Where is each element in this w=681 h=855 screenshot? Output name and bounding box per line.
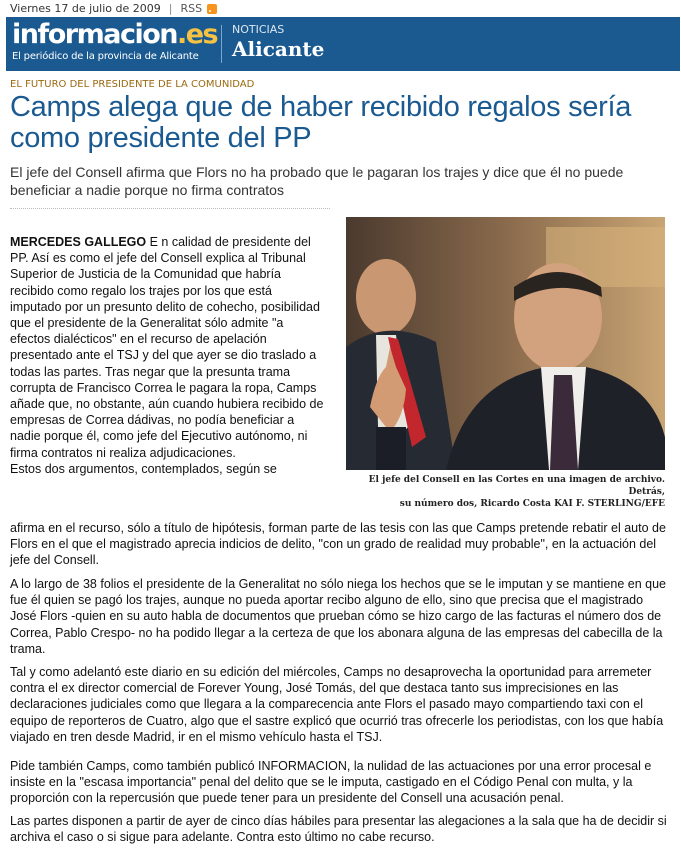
article-photo bbox=[346, 217, 665, 470]
top-bar bbox=[10, 2, 217, 15]
masthead bbox=[6, 17, 680, 71]
date-text: Viernes 17 de julio de 2009 bbox=[10, 2, 161, 15]
rss-icon[interactable] bbox=[207, 4, 217, 14]
paragraph-5: Pide también Camps, como también publicó INFORMACION, la nulidad de las actuaciones por una error procesal e insiste en la "escasa importancia" penal del delito que se le imputa, castigado en el Código Penal con multa, y la proporción con la repercusión que puede tener para un presidente del Consell una acusación penal. bbox=[10, 759, 652, 806]
tagline: El periódico de la provincia de Alicante bbox=[12, 51, 199, 62]
rss-link[interactable]: RSS bbox=[180, 2, 203, 15]
caption-line-2: su número dos, Ricardo Costa KAI F. STERLING/EFE bbox=[399, 499, 665, 509]
author-byline: MERCEDES GALLEGO bbox=[10, 235, 147, 249]
section-category: NOTICIAS bbox=[232, 23, 285, 36]
section-name: Alicante bbox=[232, 37, 325, 61]
paragraph-1: E n calidad de presidente del PP. Así es como el jefe del Consell explica al Tribunal Superior de Justicia de la Comunidad que habría recibido como regalo los trajes por los que está imputado por un presunto delito de cohecho, posibilidad que el presidente de la Generalitat sólo admite "a efectos dialécticos" en el recurso de apelación presentado ante el TSJ y del que ayer se dio traslado a todas las partes. Tras negar que la presunta trama corrupta de Francisco Correa le pagara la ropa, Camps añade que, no obstante, aún cuando hubiera recibido de empresas de Correa dádivas, no podía beneficiar a nadie porque él, como jefe del Ejecutivo autónomo, ni firma contratos ni realiza adjudicaciones. bbox=[10, 235, 324, 460]
masthead-divider bbox=[221, 25, 222, 63]
paragraph-3: A lo largo de 38 folios el presidente de la Generalitat no sólo niega los hechos que se le imputan y se mantiene en que fue él quien se pagó los trajes, aunque no pueda aportar recibo alguno de ello, sino que precisa que el magistrado José Flors -quien en su auto habla de documentos que prueban cómo se hizo cargo de las facturas el número dos de Correa, Pablo Crespo- no ha podido llegar a la certeza de que los abonara alguna de las empresas del cabecilla de la trama. bbox=[10, 577, 666, 656]
paragraph-4: Tal y como adelantó este diario en su edición del miércoles, Camps no desaprovecha la oportunidad para arremeter contra el ex director comercial de Forever Young, José Tomás, del que destaca tanto sus imprecisiones en las declaraciones judiciales como que llegara a la comparecencia ante Flors el pasado mayo compartiendo taxi con el equipo de reporteros de Cuatro, algo que el sastre explicó que ocurrió tras ofrecerle los periodistas, con los que había viajado en tren desde Madrid, ir en el mismo vehículo hasta el TSJ. bbox=[10, 665, 664, 744]
logo-main: informacion bbox=[12, 19, 177, 50]
paragraph-2: afirma en el recurso, sólo a título de hipótesis, forman parte de las tesis con las que Camps pretende rebatir el auto de Flors en el que el magistrado aprecia indicios de delito, "con un grado de realidad muy probable", en la actuación del jefe del Consell. bbox=[10, 521, 666, 568]
paragraph-2-start: Estos dos argumentos, contemplados, según se bbox=[10, 461, 277, 476]
section-label[interactable] bbox=[226, 17, 324, 71]
divider bbox=[10, 208, 330, 209]
caption-line-1: El jefe del Consell en las Cortes en una imagen de archivo. Detrás, bbox=[368, 475, 665, 497]
article-body-intro bbox=[10, 234, 326, 477]
logo-tld: .es bbox=[176, 19, 218, 50]
paragraph-6: Las partes disponen a partir de ayer de cinco días hábiles para presentar las alegaciones a la sala que ha de decidir si archiva el caso o si sigue para adelante. Contra esto último no cabe recurso. bbox=[10, 814, 667, 845]
photo-caption bbox=[330, 474, 665, 510]
logo[interactable] bbox=[6, 17, 217, 71]
article-headline: Camps alega que de haber recibido regalos sería como presidente del PP bbox=[10, 91, 632, 154]
article-subhead: El jefe del Consell afirma que Flors no ha probado que le pagaran los trajes y dice que él no puede beneficiar a nadie porque no firma contratos bbox=[10, 164, 624, 198]
article-kicker: EL FUTURO DEL PRESIDENTE DE LA COMUNIDAD bbox=[10, 79, 255, 90]
separator: | bbox=[168, 2, 173, 15]
